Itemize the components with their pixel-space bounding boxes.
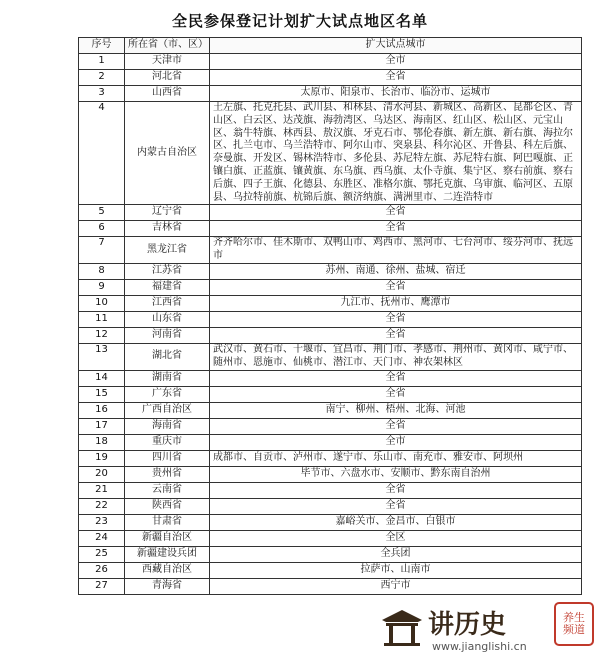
row-cities: 全省	[210, 70, 582, 86]
row-number: 1	[79, 54, 125, 70]
watermark-name: 讲历史	[428, 610, 507, 640]
row-province: 河北省	[125, 70, 210, 86]
table-row	[79, 562, 582, 578]
row-number: 12	[79, 327, 125, 343]
row-cities: 全省	[210, 418, 582, 434]
table-row	[79, 466, 582, 482]
row-province: 吉林省	[125, 221, 210, 237]
table-row	[79, 86, 582, 102]
table-row	[79, 386, 582, 402]
row-province: 云南省	[125, 482, 210, 498]
page-title: 全民参保登记计划扩大试点地区名单	[171, 12, 428, 30]
row-cities: 九江市、抚州市、鹰潭市	[210, 295, 582, 311]
row-number: 25	[79, 546, 125, 562]
row-number: 9	[79, 279, 125, 295]
row-cities: 武汉市、黄石市、十堰市、宜昌市、荆门市、孝感市、荆州市、黄冈市、咸宁市、随州市、恩施市、仙桃市、潜江市、天门市、神农架林区	[210, 343, 582, 370]
row-province: 湖南省	[125, 370, 210, 386]
row-number: 2	[79, 70, 125, 86]
row-cities: 全省	[210, 498, 582, 514]
row-cities: 全兵团	[210, 546, 582, 562]
table-row	[79, 263, 582, 279]
table-row	[79, 205, 582, 221]
row-cities: 全市	[210, 54, 582, 70]
row-number: 6	[79, 221, 125, 237]
table-row	[79, 402, 582, 418]
row-cities: 全省	[210, 386, 582, 402]
row-number: 18	[79, 434, 125, 450]
row-cities: 嘉峪关市、金昌市、白银市	[210, 514, 582, 530]
row-province: 海南省	[125, 418, 210, 434]
table-row	[79, 546, 582, 562]
row-number: 24	[79, 530, 125, 546]
row-cities: 西宁市	[210, 578, 582, 594]
row-number: 8	[79, 263, 125, 279]
row-province: 江西省	[125, 295, 210, 311]
row-province: 江苏省	[125, 263, 210, 279]
row-cities: 全省	[210, 279, 582, 295]
table-row	[79, 514, 582, 530]
row-number: 7	[79, 237, 125, 264]
row-number: 11	[79, 311, 125, 327]
row-cities: 全省	[210, 327, 582, 343]
row-cities: 全市	[210, 434, 582, 450]
table-row	[79, 343, 582, 370]
table-row	[79, 102, 582, 205]
table-header-row	[79, 38, 582, 54]
row-province: 黑龙江省	[125, 237, 210, 264]
row-number: 21	[79, 482, 125, 498]
row-number: 15	[79, 386, 125, 402]
row-province: 河南省	[125, 327, 210, 343]
row-province: 湖北省	[125, 343, 210, 370]
table-row	[79, 434, 582, 450]
row-province: 陕西省	[125, 498, 210, 514]
row-province: 新疆建设兵团	[125, 546, 210, 562]
row-number: 20	[79, 466, 125, 482]
row-cities: 全省	[210, 370, 582, 386]
row-province: 青海省	[125, 578, 210, 594]
row-number: 13	[79, 343, 125, 370]
row-cities: 拉萨市、山南市	[210, 562, 582, 578]
table-body	[79, 54, 582, 595]
row-number: 14	[79, 370, 125, 386]
row-cities: 齐齐哈尔市、佳木斯市、双鸭山市、鸡西市、黑河市、七台河市、绥芬河市、抚远市	[210, 237, 582, 264]
row-province: 贵州省	[125, 466, 210, 482]
row-cities: 毕节市、六盘水市、安顺市、黔东南自治州	[210, 466, 582, 482]
row-province: 广东省	[125, 386, 210, 402]
row-cities: 全省	[210, 482, 582, 498]
row-number: 16	[79, 402, 125, 418]
pavilion-icon	[380, 608, 424, 648]
row-number: 26	[79, 562, 125, 578]
row-province: 重庆市	[125, 434, 210, 450]
table-row	[79, 311, 582, 327]
row-cities: 南宁、柳州、梧州、北海、河池	[210, 402, 582, 418]
watermark-seal: 养生频道	[554, 602, 594, 646]
row-number: 22	[79, 498, 125, 514]
row-cities: 成都市、自贡市、泸州市、遂宁市、乐山市、南充市、雅安市、阿坝州	[210, 450, 582, 466]
watermark-url: www.jianglishi.cn	[432, 640, 527, 653]
table-row	[79, 279, 582, 295]
table-row	[79, 530, 582, 546]
row-province: 福建省	[125, 279, 210, 295]
row-province: 新疆自治区	[125, 530, 210, 546]
table-row	[79, 54, 582, 70]
row-province: 广西自治区	[125, 402, 210, 418]
row-number: 19	[79, 450, 125, 466]
watermark	[380, 602, 594, 660]
row-number: 23	[79, 514, 125, 530]
row-cities: 全省	[210, 205, 582, 221]
row-number: 10	[79, 295, 125, 311]
row-cities: 全区	[210, 530, 582, 546]
table-row	[79, 327, 582, 343]
table-row	[79, 498, 582, 514]
table-row	[79, 237, 582, 264]
row-number: 27	[79, 578, 125, 594]
table-row	[79, 295, 582, 311]
row-province: 山西省	[125, 86, 210, 102]
row-province: 辽宁省	[125, 205, 210, 221]
table-row	[79, 482, 582, 498]
row-cities: 全省	[210, 221, 582, 237]
column-header-no: 序号	[79, 38, 125, 54]
row-province: 四川省	[125, 450, 210, 466]
table-row	[79, 418, 582, 434]
row-cities: 太原市、阳泉市、长治市、临汾市、运城市	[210, 86, 582, 102]
row-province: 内蒙古自治区	[125, 102, 210, 205]
row-province: 天津市	[125, 54, 210, 70]
table-row	[79, 221, 582, 237]
table-row	[79, 70, 582, 86]
column-header-province: 所在省（市、区）	[125, 38, 210, 54]
table-row	[79, 578, 582, 594]
row-number: 17	[79, 418, 125, 434]
row-cities: 苏州、南通、徐州、盐城、宿迁	[210, 263, 582, 279]
row-cities: 全省	[210, 311, 582, 327]
row-cities: 土左旗、托克托县、武川县、和林县、清水河县、新城区、高新区、昆都仑区、青山区、白云区、达茂旗、海勃湾区、乌达区、海南区、红山区、松山区、元宝山区、翁牛特旗、林西县、敖汉旗、牙克石市、鄂伦春旗、新左旗、新右旗、海拉尔区、扎兰屯市、乌兰浩特市、阿尔山市、突泉县、科尔沁区、开鲁县、科左后旗、奈曼旗、开发区、锡林浩特市、多伦县、苏尼特左旗、苏尼特右旗、阿巴嘎旗、正镶白旗、正蓝旗、镶黄旗、东乌旗、西乌旗、太仆寺旗、集宁区、察右前旗、察右后旗、四子王旗、化德县、东胜区、准格尔旗、鄂托克旗、乌审旗、临河区、五原县、乌拉特前旗、杭锦后旗、额济纳旗、满洲里市、二连浩特市	[210, 102, 582, 205]
column-header-cities: 扩大试点城市	[210, 38, 582, 54]
row-province: 甘肃省	[125, 514, 210, 530]
row-province: 山东省	[125, 311, 210, 327]
table-row	[79, 370, 582, 386]
row-province: 西藏自治区	[125, 562, 210, 578]
table-row	[79, 450, 582, 466]
row-number: 5	[79, 205, 125, 221]
pilot-areas-table	[78, 37, 582, 595]
row-number: 3	[79, 86, 125, 102]
row-number: 4	[79, 102, 125, 205]
